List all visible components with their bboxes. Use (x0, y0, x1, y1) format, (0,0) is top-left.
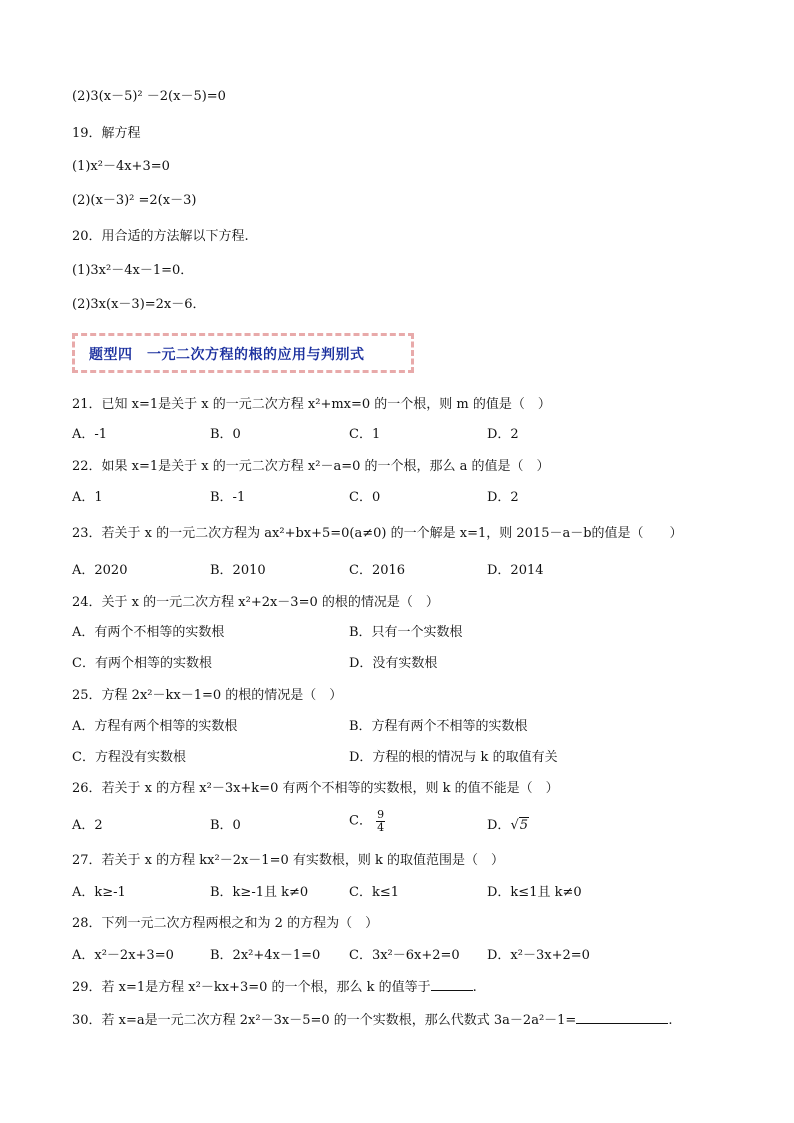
q22-option-a: A．1 (72, 490, 103, 505)
q27-option-b: B．k≥-1且 k≠0 (210, 885, 309, 900)
q24-option-c: C．有两个相等的实数根 (72, 656, 212, 671)
question-24: 24．关于 x 的一元二次方程 x²+2x－3=0 的根的情况是（ ） (72, 595, 439, 610)
q26-option-d: D．√5 (487, 818, 529, 833)
question-25: 25．方程 2x²－kx－1=0 的根的情况是（ ） (72, 688, 343, 703)
q22-option-d: D．2 (487, 490, 519, 505)
q27-option-c: C．k≤1 (349, 885, 399, 900)
q26-option-b: B．0 (210, 818, 241, 833)
q27-option-d: D．k≤1且 k≠0 (487, 885, 582, 900)
q24-option-d: D．没有实数根 (349, 656, 438, 671)
question-29: 29．若 x=1是方程 x²－kx+3=0 的一个根，那么 k 的值等于 . (72, 980, 477, 995)
q21-option-a: A．-1 (72, 427, 108, 442)
q23-option-b: B．2010 (210, 563, 266, 578)
q21-option-c: C．1 (349, 427, 381, 442)
radical-sign-icon: √ (510, 818, 519, 833)
q20-part1: (1)3x²－4x－1=0． (72, 263, 194, 278)
answer-blank[interactable] (576, 1011, 668, 1024)
q24-option-b: B．只有一个实数根 (349, 625, 463, 640)
q28-option-a: A．x²－2x+3=0 (72, 948, 174, 963)
question-28: 28．下列一元二次方程两根之和为 2 的方程为（ ） (72, 916, 379, 931)
q22-option-c: C．0 (349, 490, 381, 505)
q20-part2: (2)3x(x－3)=2x－6． (72, 297, 206, 312)
answer-blank[interactable] (431, 978, 473, 991)
question-26: 26．若关于 x 的方程 x²－3x+k=0 有两个不相等的实数根，则 k 的值不能是（ ） (72, 781, 559, 796)
q19-part1: (1)x²－4x+3=0 (72, 159, 170, 174)
q25-option-a: A．方程有两个相等的实数根 (72, 719, 238, 734)
q26-option-c: C． $\frac{9}{4}$ (349, 808, 385, 834)
fraction-nine-fourths: $\frac{9}{4}$ (377, 808, 385, 834)
question-27: 27．若关于 x 的方程 kx²－2x－1=0 有实数根，则 k 的取值范围是（ ） (72, 853, 505, 868)
q28-option-c: C．3x²－6x+2=0 (349, 948, 460, 963)
q23-option-a: A．2020 (72, 563, 128, 578)
section-heading-box (72, 333, 414, 373)
q28-option-b: B．2x²+4x－1=0 (210, 948, 321, 963)
section-heading: 题型四 一元二次方程的根的应用与判别式 (89, 347, 365, 363)
question-22: 22．如果 x=1是关于 x 的一元二次方程 x²－a=0 的一个根，那么 a 的值是（ ） (72, 459, 550, 474)
q25-option-d: D．方程的根的情况与 k 的取值有关 (349, 750, 558, 765)
q19-title: 19．解方程 (72, 126, 141, 141)
q28-option-d: D．x²－3x+2=0 (487, 948, 590, 963)
q20-title: 20．用合适的方法解以下方程. (72, 229, 249, 244)
q24-option-a: A．有两个不相等的实数根 (72, 625, 225, 640)
q25-option-b: B．方程有两个不相等的实数根 (349, 719, 528, 734)
q27-option-a: A．k≥-1 (72, 885, 126, 900)
q25-option-c: C．方程没有实数根 (72, 750, 186, 765)
q18-part2: (2)3(x－5)² －2(x－5)=0 (72, 89, 226, 104)
q23-option-c: C．2016 (349, 563, 406, 578)
question-23: 23．若关于 x 的一元二次方程为 ax²+bx+5=0(a≠0) 的一个解是 x=1，则 2015－a－b的值是（ ） (72, 526, 683, 541)
question-30: 30．若 x=a是一元二次方程 2x²－3x－5=0 的一个实数根，那么代数式 3a－2a²－1= . (72, 1013, 673, 1028)
q21-option-b: B．0 (210, 427, 241, 442)
sqrt-five: √5 (510, 818, 529, 833)
q22-option-b: B．-1 (210, 490, 246, 505)
question-21: 21．已知 x=1是关于 x 的一元二次方程 x²+mx=0 的一个根，则 m 的值是（ ） (72, 397, 551, 412)
q26-option-a: A．2 (72, 818, 103, 833)
q23-option-d: D．2014 (487, 563, 544, 578)
q19-part2: (2)(x－3)² =2(x－3) (72, 193, 197, 208)
q21-option-d: D．2 (487, 427, 519, 442)
